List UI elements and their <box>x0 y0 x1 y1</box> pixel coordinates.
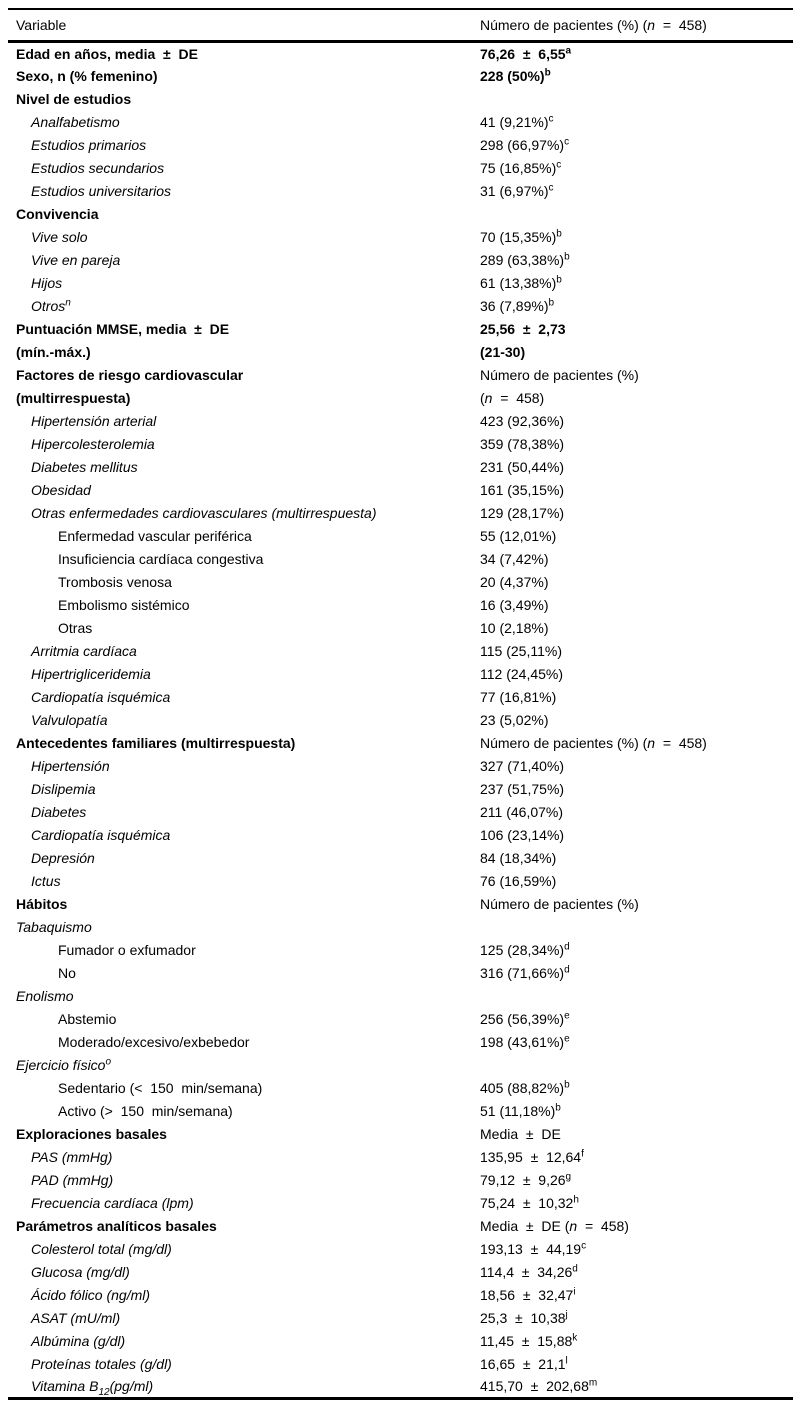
table-row <box>8 939 793 962</box>
value-cell <box>480 387 793 410</box>
variable-cell: Estudios secundarios <box>31 160 165 176</box>
table-row <box>8 1077 793 1100</box>
table-row <box>8 594 793 617</box>
variable-cell: Enolismo <box>16 988 74 1004</box>
footnote-marker: b <box>556 228 562 240</box>
footnote-marker: b <box>564 1079 570 1091</box>
table-row <box>8 709 793 732</box>
table-row <box>8 272 793 295</box>
table-row <box>8 847 793 870</box>
value-cell: 34 (7,42%) <box>480 551 549 567</box>
value-cell: 55 (12,01%) <box>480 528 557 544</box>
value-cell: 25,3 ± 10,38$^j$ <box>480 1309 568 1326</box>
footnote-marker: l <box>565 1355 568 1367</box>
variable-cell: Vive en pareja <box>31 252 121 268</box>
table-row <box>8 755 793 778</box>
table-row <box>8 663 793 686</box>
variable-cell: Proteínas totales (g/dl) <box>31 1356 172 1372</box>
footnote-marker: e <box>564 1033 570 1045</box>
value-cell <box>480 916 793 939</box>
text-segment: Número de pacientes (%) ( <box>480 735 648 751</box>
table-row <box>8 387 793 410</box>
variable-cell: Trombosis venosa <box>58 574 172 590</box>
table-row <box>8 226 793 249</box>
header-row <box>8 9 793 42</box>
table-row <box>8 318 793 341</box>
value-cell: 31 $(6,97\%)^c$ <box>480 182 554 199</box>
table-row <box>8 801 793 824</box>
value-cell <box>480 1215 793 1238</box>
variable-cell: Arritmia cardíaca <box>31 643 137 659</box>
variable-cell: (multirrespuesta) <box>16 390 131 406</box>
text-segment: Vitamina B <box>31 1378 99 1395</box>
text-segment: = 458) <box>655 735 707 751</box>
value-cell: Número de pacientes (%) <box>480 896 639 912</box>
value-cell: (21-30) <box>480 344 526 360</box>
table-row <box>8 88 793 111</box>
variable-cell: Hipertensión <box>31 758 110 774</box>
footnote-marker: j <box>565 1309 568 1321</box>
value-cell: 415,70 ± 202,68$^m$ <box>480 1377 598 1395</box>
variable-cell: Puntuación MMSE, media ± DE <box>16 321 230 337</box>
footnote-marker: b <box>548 297 555 309</box>
variable-cell: Tabaquismo <box>16 919 92 935</box>
variable-cell: Antecedentes familiares (multirrespuesta) <box>16 735 296 751</box>
variable-cell: Edad en años, media ± DE <box>16 45 198 62</box>
value-cell <box>480 203 793 226</box>
value-cell: Número de pacientes (%) <box>480 367 639 383</box>
footnote-marker: f <box>581 1148 584 1160</box>
table-row <box>8 295 793 318</box>
table-row <box>8 893 793 916</box>
variable-cell: ASAT (mU/ml) <box>31 1310 121 1326</box>
footnote-marker: d <box>572 1263 578 1275</box>
variable-cell: Valvulopatía <box>31 712 108 728</box>
variable-cell <box>8 1376 480 1399</box>
patient-characteristics-table <box>8 8 793 1400</box>
value-cell <box>480 88 793 111</box>
value-cell: 289 $(63,38\%)^b$ <box>480 251 570 268</box>
value-cell: 198 $(43,61\%)^e$ <box>480 1033 570 1050</box>
variable-cell: Analfabetismo <box>31 114 120 130</box>
variable-cell: Sedentario (< 150 min/semana) <box>58 1080 263 1096</box>
variable-cell: (mín.-máx.) <box>16 344 91 360</box>
patients-column-header <box>480 9 793 42</box>
footnote-marker: c <box>581 1240 587 1252</box>
value-cell: 18,56 ± 32,47$^i$ <box>480 1286 576 1303</box>
value-cell: 129 (28,17%) <box>480 505 565 521</box>
value-cell: 135,95 ± 12,64$^f$ <box>480 1148 584 1165</box>
footnote-marker: b <box>556 274 562 286</box>
variable-cell: Embolismo sistémico <box>58 597 190 613</box>
variable-cell: Parámetros analíticos basales <box>16 1218 217 1234</box>
variable-cell: Vive solo <box>31 229 88 245</box>
variable-column-header: Variable <box>8 9 480 42</box>
table-row <box>8 249 793 272</box>
subscript: 12 <box>98 1387 110 1399</box>
variable-cell: Factores de riesgo cardiovascular <box>16 367 244 383</box>
variable-cell: Hipertrigliceridemia <box>31 666 151 682</box>
value-cell: 77 (16,81%) <box>480 689 557 705</box>
value-cell: 237 (51,75%) <box>480 781 565 797</box>
variable-cell: Nivel de estudios <box>16 91 132 107</box>
value-cell: 115 (25,11%) <box>480 643 562 659</box>
value-cell: 423 (92,36%) <box>480 413 565 429</box>
value-cell: 76,26 ± 6,55$^a$ <box>480 45 572 62</box>
variable-cell: Otras <box>58 620 93 636</box>
table-row <box>8 640 793 663</box>
table-row <box>8 180 793 203</box>
text-segment: Número de pacientes (%) ( <box>480 17 648 33</box>
variable-cell: PAS (mmHg) <box>31 1149 113 1165</box>
text-segment: n <box>647 735 656 751</box>
table-row <box>8 1215 793 1238</box>
table-row <box>8 1238 793 1261</box>
table-row <box>8 916 793 939</box>
table-row <box>8 732 793 755</box>
variable-cell: Fumador o exfumador <box>58 942 196 958</box>
table-row <box>8 617 793 640</box>
footnote-marker: o <box>105 1056 112 1068</box>
footnote-marker: k <box>572 1332 578 1344</box>
table-row <box>8 1330 793 1353</box>
footnote-marker: b <box>564 251 570 263</box>
value-cell: Media ± DE <box>480 1126 561 1142</box>
variable-cell: Frecuencia cardíaca (lpm) <box>31 1195 194 1211</box>
value-cell: 256 $(56,39\%)^e$ <box>480 1010 570 1027</box>
text-segment: = 458) <box>492 390 545 406</box>
table-row <box>8 479 793 502</box>
footnote-marker: i <box>573 1286 576 1298</box>
table-row <box>8 502 793 525</box>
value-cell: 359 (78,38%) <box>480 436 565 452</box>
variable-cell: Otras enfermedades cardiovasculares (multirrespuesta) <box>31 505 377 521</box>
table-row <box>8 1008 793 1031</box>
variable-cell: Exploraciones basales <box>16 1126 167 1142</box>
value-cell: 106 (23,14%) <box>480 827 565 843</box>
footnote-marker: b <box>544 67 551 79</box>
variable-cell: Estudios primarios <box>31 137 147 153</box>
value-cell: 61 $(13,38\%)^b$ <box>480 274 562 291</box>
variable-cell: Depresión <box>31 850 95 866</box>
variable-cell: No <box>58 965 76 981</box>
footnote-marker: a <box>565 45 572 57</box>
table-row <box>8 824 793 847</box>
table-row <box>8 134 793 157</box>
variable-cell: Ácido fólico (ng/ml) <box>31 1287 151 1303</box>
variable-cell: Ictus <box>31 873 61 889</box>
value-cell: 20 (4,37%) <box>480 574 549 590</box>
variable-cell: Diabetes <box>31 804 87 820</box>
table-row <box>8 1054 793 1077</box>
variable-cell: Abstemio <box>58 1011 117 1027</box>
table-row <box>8 1169 793 1192</box>
text-segment: (pg/ml) <box>109 1378 154 1395</box>
table-row <box>8 1376 793 1399</box>
footnote-marker: c <box>556 159 562 171</box>
table-row <box>8 42 793 65</box>
variable-cell: Ejercicio físico$^o$ <box>16 1056 112 1073</box>
variable-cell: Cardiopatía isquémica <box>31 827 171 843</box>
value-cell: 405 $(88,82\%)^b$ <box>480 1079 570 1096</box>
table-row <box>8 364 793 387</box>
table-row <box>8 962 793 985</box>
text-segment: ( <box>480 390 485 406</box>
footnote-marker: e <box>564 1010 570 1022</box>
table-row <box>8 525 793 548</box>
variable-cell: Hipercolesterolemia <box>31 436 155 452</box>
footnote-marker: m <box>588 1377 598 1389</box>
value-cell <box>480 985 793 1008</box>
value-cell: 112 (24,45%) <box>480 666 564 682</box>
value-cell: 10 (2,18%) <box>480 620 549 636</box>
value-cell <box>480 732 793 755</box>
value-cell <box>480 1054 793 1077</box>
value-cell: 41 $(9,21\%)^c$ <box>480 113 554 130</box>
table-row <box>8 778 793 801</box>
table-row <box>8 410 793 433</box>
variable-cell: Cardiopatía isquémica <box>31 689 171 705</box>
value-cell: 316 $(71,66\%)^d$ <box>480 964 570 981</box>
footnote-marker: h <box>573 1194 579 1206</box>
table-row <box>8 65 793 88</box>
value-cell: 70 $(15,35\%)^b$ <box>480 228 562 245</box>
variable-cell: Enfermedad vascular periférica <box>58 528 252 544</box>
table-row <box>8 870 793 893</box>
value-cell: 298 $(66,97\%)^c$ <box>480 136 570 153</box>
table-row <box>8 571 793 594</box>
table-row <box>8 548 793 571</box>
text-segment: n <box>484 390 493 406</box>
footnote-marker: c <box>548 182 554 194</box>
value-cell: 23 (5,02%) <box>480 712 549 728</box>
variable-cell: Glucosa (mg/dl) <box>31 1264 130 1280</box>
value-cell: 25,56 ± 2,73 <box>480 321 566 337</box>
table-row <box>8 1307 793 1330</box>
table-row <box>8 433 793 456</box>
table-row <box>8 985 793 1008</box>
footnote-marker: d <box>564 941 570 953</box>
table-row <box>8 1146 793 1169</box>
variable-cell: Colesterol total (mg/dl) <box>31 1241 172 1257</box>
text-segment: n <box>647 17 656 33</box>
variable-cell: Hijos <box>31 275 63 291</box>
value-cell: 193,13 ± 44,19$^c$ <box>480 1240 587 1257</box>
variable-cell: Estudios universitarios <box>31 183 172 199</box>
footnote-marker: n <box>65 297 71 309</box>
footnote-marker: d <box>564 964 570 976</box>
value-cell: 11,45 ± 15,88$^k$ <box>480 1332 578 1349</box>
variable-cell: Obesidad <box>31 482 91 498</box>
footnote-marker: b <box>555 1102 561 1114</box>
value-cell: 79,12 ± 9,26$^g$ <box>480 1171 572 1188</box>
footnote-marker: c <box>564 136 570 148</box>
variable-cell: Dislipemia <box>31 781 96 797</box>
value-cell: 75,24 ± 10,32$^h$ <box>480 1194 579 1211</box>
value-cell: 76 (16,59%) <box>480 873 557 889</box>
text-segment: = 458) <box>655 17 707 33</box>
table-row <box>8 1261 793 1284</box>
variable-cell: Diabetes mellitus <box>31 459 138 475</box>
value-cell: 16,65 ± 21,1$^l$ <box>480 1355 568 1372</box>
value-cell: 228 $(50\%)^b$ <box>480 67 551 84</box>
value-cell: 84 (18,34%) <box>480 850 557 866</box>
table-head <box>8 9 793 42</box>
table-row <box>8 111 793 134</box>
value-cell: 125 $(28,34\%)^d$ <box>480 941 570 958</box>
text-segment: Media ± DE ( <box>480 1218 570 1234</box>
table-row <box>8 1284 793 1307</box>
variable-cell: Albúmina (g/dl) <box>31 1333 126 1349</box>
value-cell: 16 (3,49%) <box>480 597 549 613</box>
value-cell: 114,4 ± 34,26$^d$ <box>480 1263 578 1280</box>
value-cell: 161 (35,15%) <box>480 482 565 498</box>
table-row <box>8 686 793 709</box>
value-cell: 36 $(7,89\%)^b$ <box>480 297 555 314</box>
table-row <box>8 1031 793 1054</box>
variable-cell: Sexo, n (% femenino) <box>16 68 158 84</box>
value-cell: 211 (46,07%) <box>480 804 564 820</box>
variable-cell: Insuficiencia cardíaca congestiva <box>58 551 264 567</box>
variable-cell: Moderado/excesivo/exbebedor <box>58 1034 250 1050</box>
table-row <box>8 1100 793 1123</box>
variable-cell: Hábitos <box>16 896 68 912</box>
variable-cell: Activo (> 150 min/semana) <box>58 1103 233 1119</box>
table-row <box>8 203 793 226</box>
table-row <box>8 1353 793 1376</box>
table-row <box>8 456 793 479</box>
variable-cell: Otros$^n$ <box>31 297 71 314</box>
table-row <box>8 1192 793 1215</box>
value-cell: 231 (50,44%) <box>480 459 565 475</box>
value-cell: 51 $(11,18\%)^b$ <box>480 1102 561 1119</box>
table-body <box>8 42 793 1399</box>
variable-cell: Convivencia <box>16 206 99 222</box>
text-segment: n <box>569 1218 578 1234</box>
text-segment: = 458) <box>577 1218 629 1234</box>
table-row <box>8 1123 793 1146</box>
variable-cell: PAD (mmHg) <box>31 1172 114 1188</box>
footnote-marker: g <box>565 1171 572 1183</box>
footnote-marker: c <box>548 113 554 125</box>
value-cell: 327 (71,40%) <box>480 758 565 774</box>
table-row <box>8 157 793 180</box>
table-row <box>8 341 793 364</box>
value-cell: 75 $(16,85\%)^c$ <box>480 159 562 176</box>
variable-cell: Hipertensión arterial <box>31 413 157 429</box>
